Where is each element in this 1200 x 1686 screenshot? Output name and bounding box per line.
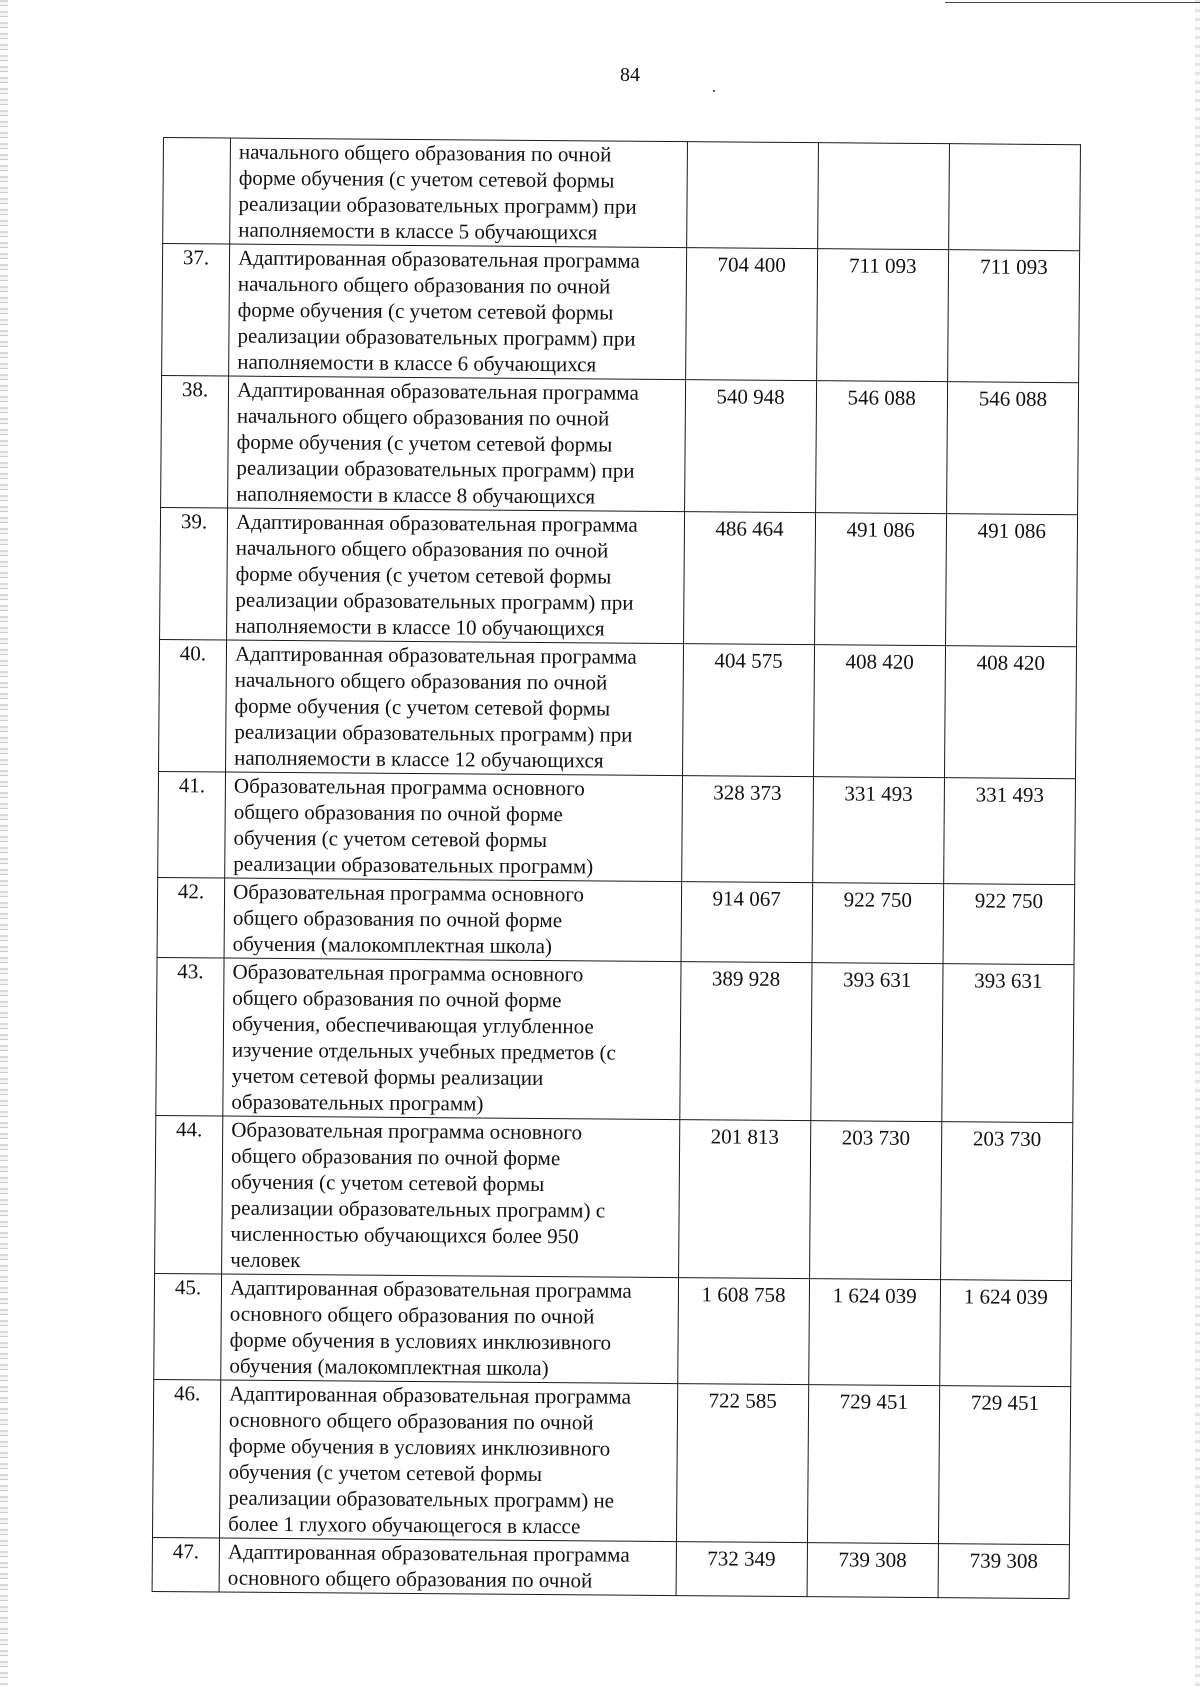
value-col-2-cell bbox=[812, 883, 944, 964]
row-number: 47. bbox=[172, 1539, 200, 1564]
scan-speck bbox=[713, 90, 715, 92]
value-col-1-cell bbox=[683, 512, 815, 645]
value-col-2: 729 451 bbox=[839, 1389, 909, 1414]
value-col-3: 1 624 039 bbox=[963, 1284, 1048, 1309]
row-number-cell bbox=[158, 771, 226, 878]
value-col-3: 203 730 bbox=[972, 1126, 1042, 1151]
value-col-3-cell bbox=[940, 1122, 1072, 1281]
value-col-3-cell bbox=[938, 1386, 1070, 1545]
value-col-3-cell bbox=[943, 778, 1075, 885]
value-col-3-cell bbox=[946, 382, 1078, 515]
table-row bbox=[163, 138, 1081, 251]
value-col-1-cell bbox=[677, 1278, 809, 1385]
value-col-1-cell bbox=[684, 380, 816, 513]
program-name-cell bbox=[228, 376, 686, 512]
value-col-2-cell bbox=[812, 777, 944, 884]
program-name-cell bbox=[229, 244, 687, 380]
row-number-cell bbox=[163, 138, 231, 245]
table-row bbox=[161, 375, 1079, 514]
value-col-3: 922 750 bbox=[974, 888, 1044, 913]
value-col-1: 732 349 bbox=[707, 1546, 776, 1571]
value-col-2: 922 750 bbox=[843, 887, 913, 912]
value-col-3: 729 451 bbox=[970, 1390, 1040, 1415]
row-number: 41. bbox=[178, 773, 206, 798]
table-row bbox=[162, 244, 1080, 383]
value-col-3: 408 420 bbox=[976, 650, 1046, 675]
scan-edge-left bbox=[0, 0, 8, 1686]
value-col-1-cell bbox=[685, 248, 817, 381]
row-number: 37. bbox=[182, 245, 210, 270]
program-name: Адаптированная образовательная программа начального общего образования по очной форме обучения (с учетом сетевой формы реализации образовательных программ) при наполняемости в классе 8 обучающихся bbox=[236, 377, 639, 509]
table-row bbox=[158, 771, 1076, 884]
program-name: Адаптированная образовательная программа основного общего образования по очной форме обучения в условиях инклюзивного обучения (малокомплектная школа) bbox=[229, 1275, 632, 1381]
table-row bbox=[157, 877, 1075, 964]
value-col-3: 546 088 bbox=[978, 386, 1048, 411]
program-name: Адаптированная образовательная программа основного общего образования по очной bbox=[227, 1539, 630, 1593]
value-col-3-cell bbox=[942, 964, 1074, 1123]
row-number: 44. bbox=[176, 1117, 203, 1142]
value-col-3-cell bbox=[945, 514, 1077, 647]
value-col-3: 393 631 bbox=[974, 968, 1043, 993]
row-number: 38. bbox=[181, 377, 209, 402]
row-number-cell bbox=[155, 1115, 223, 1274]
program-name-cell bbox=[226, 640, 684, 776]
value-col-2: 393 631 bbox=[842, 967, 912, 992]
value-col-1-cell bbox=[676, 1542, 808, 1597]
value-col-1-cell bbox=[682, 644, 814, 777]
value-col-3: 739 308 bbox=[969, 1548, 1038, 1573]
value-col-1-cell bbox=[676, 1384, 808, 1543]
row-number-cell bbox=[154, 1273, 222, 1380]
value-col-2-cell bbox=[817, 143, 949, 250]
row-number-cell bbox=[159, 639, 227, 772]
value-col-1: 201 813 bbox=[710, 1124, 779, 1149]
row-number-cell bbox=[157, 877, 225, 958]
row-number: 40. bbox=[179, 641, 207, 666]
program-name: Адаптированная образовательная программа основного общего образования по очной форме обучения в условиях инклюзивного обучения (с учетом сетевой формы реализации образовательных программ) не более 1 глухого обучающегося в классе bbox=[228, 1381, 632, 1539]
program-name-cell bbox=[224, 878, 681, 962]
value-col-2-cell bbox=[814, 513, 946, 646]
table-row bbox=[154, 1273, 1072, 1386]
value-col-2: 331 493 bbox=[844, 781, 913, 806]
value-col-2: 739 308 bbox=[838, 1547, 907, 1572]
value-col-3-cell bbox=[948, 144, 1080, 251]
value-col-1: 722 585 bbox=[708, 1388, 777, 1413]
row-number-cell bbox=[152, 1537, 219, 1592]
table-row bbox=[156, 957, 1074, 1122]
value-col-1: 389 928 bbox=[711, 966, 781, 991]
table-body bbox=[152, 138, 1080, 1599]
value-col-3: 711 093 bbox=[980, 254, 1048, 279]
row-number-cell bbox=[156, 957, 224, 1116]
program-name-cell bbox=[222, 1116, 680, 1278]
program-name: Адаптированная образовательная программа начального общего образования по очной форме обучения (с учетом сетевой формы реализации образовательных программ) при наполняемости в классе 10 обучающихся bbox=[235, 509, 638, 641]
table-row bbox=[155, 1115, 1073, 1280]
value-col-1-cell bbox=[679, 962, 811, 1121]
program-name: Адаптированная образовательная программа начального общего образования по очной форме обучения (с учетом сетевой формы реализации образовательных программ) при наполняемости в классе 6 обучающихся bbox=[237, 245, 640, 377]
value-col-2: 1 624 039 bbox=[832, 1283, 917, 1308]
page-number: 84 bbox=[620, 64, 640, 86]
value-col-2-cell bbox=[816, 249, 948, 382]
program-name-cell bbox=[223, 958, 681, 1120]
value-col-2-cell bbox=[810, 963, 942, 1122]
value-col-1-cell bbox=[681, 776, 813, 883]
value-col-3-cell bbox=[938, 1544, 1070, 1599]
value-col-1-cell bbox=[678, 1120, 810, 1279]
row-number: 46. bbox=[173, 1381, 201, 1406]
row-number: 39. bbox=[180, 509, 208, 534]
value-col-2-cell bbox=[815, 381, 947, 514]
row-number-cell bbox=[161, 375, 229, 508]
row-number: 42. bbox=[177, 879, 205, 904]
row-number: 45. bbox=[174, 1275, 202, 1300]
value-col-2-cell bbox=[813, 645, 945, 778]
value-col-2-cell bbox=[807, 1385, 939, 1544]
value-col-1: 486 464 bbox=[715, 516, 784, 541]
program-name: Образовательная программа основного общего образования по очной форме обучения (малокомплектная школа) bbox=[232, 879, 585, 959]
program-name-cell bbox=[219, 1538, 676, 1596]
table-row bbox=[152, 1537, 1069, 1598]
row-number-cell bbox=[153, 1379, 221, 1538]
value-col-2: 203 730 bbox=[841, 1125, 911, 1150]
value-col-1: 914 067 bbox=[712, 886, 781, 911]
value-col-2: 408 420 bbox=[845, 649, 914, 674]
value-col-2-cell bbox=[807, 1543, 939, 1598]
value-col-2-cell bbox=[808, 1279, 940, 1386]
program-name: Образовательная программа основного общего образования по очной форме обучения (с учетом сетевой формы реализации образовательных программ) с численностью обучающихся более 950 человек bbox=[230, 1117, 606, 1273]
program-name-cell bbox=[220, 1380, 678, 1542]
scan-top-line bbox=[945, 2, 1200, 3]
value-col-2-cell bbox=[809, 1121, 941, 1280]
value-col-2: 491 086 bbox=[846, 517, 915, 542]
value-col-1: 328 373 bbox=[713, 780, 782, 805]
value-col-3-cell bbox=[944, 646, 1076, 779]
value-col-1-cell bbox=[681, 882, 813, 963]
value-col-3-cell bbox=[940, 1280, 1072, 1387]
value-col-1: 404 575 bbox=[714, 648, 783, 673]
value-col-1-cell bbox=[686, 142, 818, 249]
program-name-cell bbox=[221, 1274, 678, 1384]
program-name: Образовательная программа основного общего образования по очной форме обучения (с учетом сетевой формы реализации образовательных программ) bbox=[233, 773, 594, 879]
tariff-table bbox=[152, 137, 1081, 1599]
table-row bbox=[159, 639, 1077, 778]
program-name: Образовательная программа основного общего образования по очной форме обучения, обеспечивающая углубленное изучение отдельных учебных предметов (с учетом сетевой формы реализации образовательных программ) bbox=[231, 959, 616, 1116]
row-number: 43. bbox=[177, 959, 204, 984]
value-col-3: 331 493 bbox=[975, 782, 1044, 807]
program-name: начального общего образования по очной форме обучения (с учетом сетевой формы реализации образовательных программ) при наполняемости в классе 5 обучающихся bbox=[238, 139, 637, 245]
value-col-3-cell bbox=[947, 250, 1079, 383]
program-name-cell bbox=[225, 772, 682, 882]
value-col-3: 491 086 bbox=[977, 518, 1047, 543]
program-name: Адаптированная образовательная программа начального общего образования по очной форме обучения (с учетом сетевой формы реализации образовательных программ) при наполняемости в классе 12 обучающихся bbox=[234, 641, 637, 773]
row-number-cell bbox=[162, 244, 230, 377]
program-name-cell bbox=[230, 138, 687, 248]
program-name-cell bbox=[227, 508, 685, 644]
value-col-2: 546 088 bbox=[847, 385, 916, 410]
value-col-1: 540 948 bbox=[716, 384, 785, 409]
value-col-2: 711 093 bbox=[848, 253, 917, 278]
table-row bbox=[160, 507, 1078, 646]
value-col-1: 704 400 bbox=[717, 252, 786, 277]
scan-edge-right bbox=[1195, 0, 1200, 1686]
table-row bbox=[153, 1379, 1071, 1544]
value-col-3-cell bbox=[943, 884, 1075, 965]
row-number-cell bbox=[160, 507, 228, 640]
value-col-1: 1 608 758 bbox=[701, 1282, 786, 1307]
